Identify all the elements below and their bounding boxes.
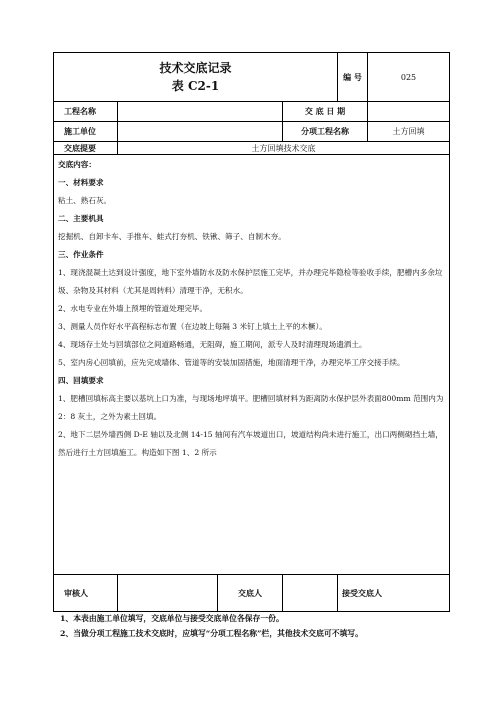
disclosure-form-table <box>53 52 450 612</box>
subproject-value: 土方回填 <box>368 122 450 142</box>
receiver-label: 接受交底人 <box>338 575 450 612</box>
reviewer-value <box>118 575 218 612</box>
section-conditions-title: 三、作业条件 <box>58 250 104 259</box>
note-line: 2、当做分项工程施工技术交底时，应填写“分项工程名称”栏，其他技术交底可不填写。 <box>60 629 363 638</box>
discloser-label: 交底人 <box>218 575 283 612</box>
section-tools-title: 二、主要机具 <box>58 214 104 223</box>
condition-item: 5、室内房心回填前，应先完成墙体、管道等的安装加固措施，地面清理干净，办理完毕工序交接手续。 <box>58 358 405 367</box>
section-materials-title: 一、材料要求 <box>58 178 104 187</box>
condition-item: 2、水电专业在外墙上预埋的管道处理完毕。 <box>58 304 208 313</box>
builder-label: 施工单位 <box>54 122 118 142</box>
condition-item: 1、现浇混凝土达到设计强度，地下室外墙防水及防水保护层施工完毕，并办理完毕隐检等验收手续，肥槽内多余垃圾、杂物及其材料（尤其是周转料）清理干净，无积水。 <box>58 268 443 295</box>
form-notes <box>60 611 450 641</box>
section-materials-text: 粘土、熟石灰。 <box>58 196 112 205</box>
form-title-cell <box>54 53 338 102</box>
section-backfill-title: 四、回填要求 <box>58 376 104 385</box>
content-heading: 交底内容： <box>58 160 96 169</box>
note-line: 1、本表由施工单位填写，交底单位与接受交底单位各保存一份。 <box>60 614 284 623</box>
backfill-item: 2、地下二层外墙西侧 D-E 轴以及北侧 14-15 轴间有汽车坡道出口，坡道结构尚未进行施工，出口两侧砌挡土墙，然后进行土方回填施工。构造如下图 1、2 所示 <box>58 430 443 457</box>
condition-item: 3、测量人员作好水平高程标志布置（在边坡上每隔 3 米钉上填土上平的木橛）。 <box>58 322 327 331</box>
summary-label: 交底提要 <box>54 142 118 155</box>
section-tools-text: 挖掘机、自卸卡车、手推车、蛙式打夯机、铁锹、筛子、自制木夯。 <box>58 232 286 241</box>
disclosure-content <box>54 155 450 575</box>
number-value: 025 <box>368 53 450 102</box>
form-title: 技术交底记录 <box>159 61 232 75</box>
project-name-value <box>118 102 283 122</box>
discloser-value <box>283 575 338 612</box>
summary-value: 土方回填技术交底 <box>118 142 450 155</box>
number-label: 编 号 <box>338 53 368 102</box>
builder-value <box>118 122 283 142</box>
project-name-label: 工程名称 <box>54 102 118 122</box>
subproject-label: 分项工程名称 <box>283 122 368 142</box>
condition-item: 4、现场存土处与回填部位之间道路畅通，无阻碍，施工期间，派专人及时清理现场遗洒土。 <box>58 340 367 349</box>
date-value <box>368 102 450 122</box>
backfill-item: 1、肥槽回填标高主要以基坑上口为准，与现场地坪填平。肥槽回填材料为距离防水保护层外表面800mm 范围内为 2：8 灰土，之外为素土回填。 <box>58 394 444 421</box>
reviewer-label: 审核人 <box>54 575 118 612</box>
date-label: 交 底 日 期 <box>283 102 368 122</box>
form-code: 表 C2-1 <box>171 79 220 93</box>
